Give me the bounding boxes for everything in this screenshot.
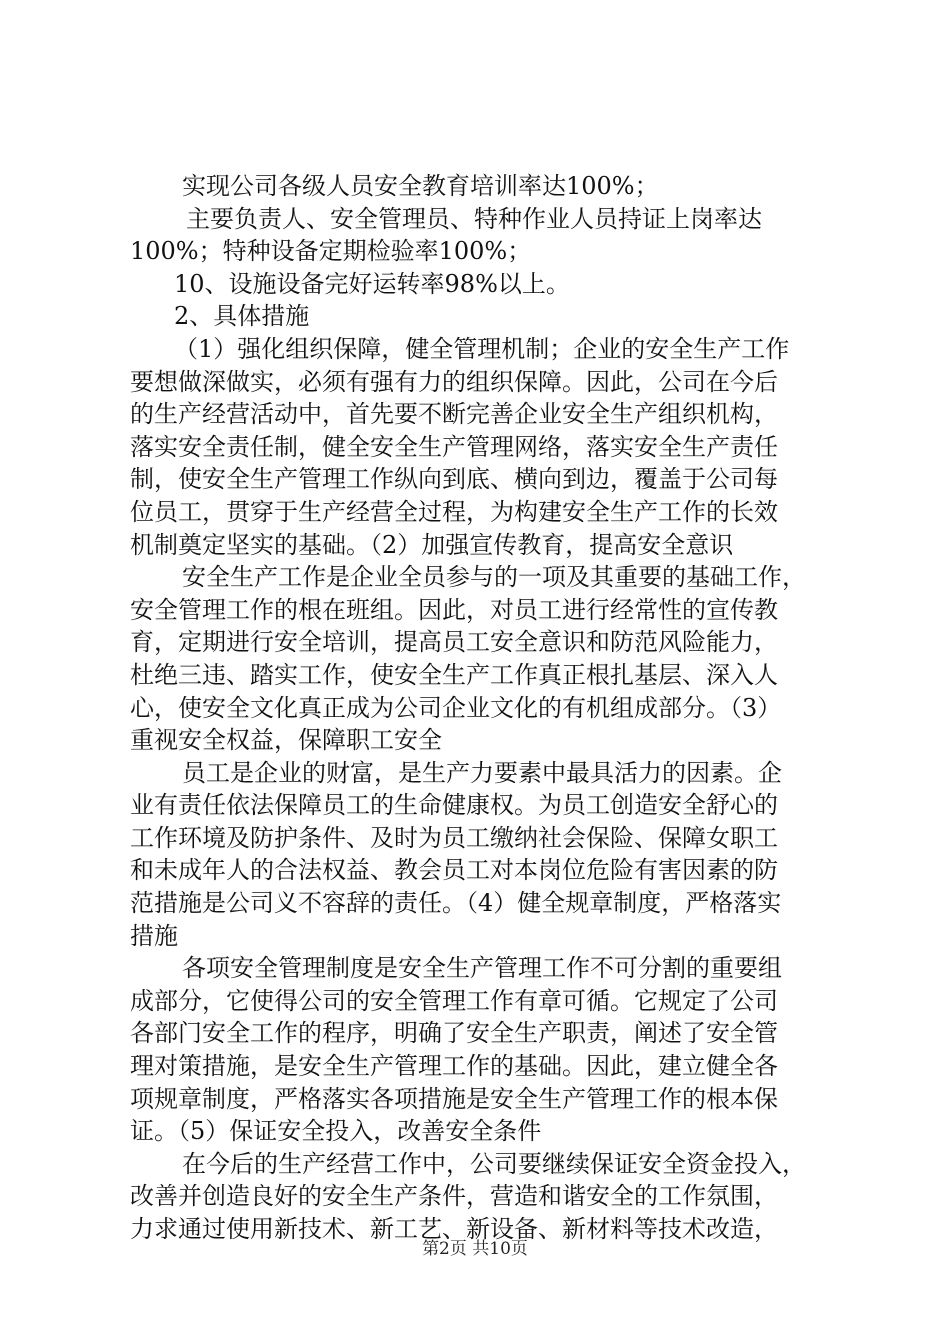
text-line: 杜绝三违、踏实工作，使安全生产工作真正根扎基层、深入人 xyxy=(130,660,778,689)
text-line: 2、具体措施 xyxy=(174,302,310,331)
text-line: 育，定期进行安全培训，提高员工安全意识和防范风险能力， xyxy=(130,628,778,657)
text-line: 项规章制度，严格落实各项措施是安全生产管理工作的根本保 xyxy=(130,1084,778,1113)
text-line: 工作环境及防护条件、及时为员工缴纳社会保险、保障女职工 xyxy=(130,823,778,852)
text-line: 各项安全管理制度是安全生产管理工作不可分割的重要组 xyxy=(182,954,782,983)
text-line: 位员工，贯穿于生产经营全过程，为构建安全生产工作的长效 xyxy=(130,497,778,526)
text-line: 机制奠定坚实的基础。（2）加强宣传教育，提高安全意识 xyxy=(130,530,734,559)
text-line: 证。（5）保证安全投入，改善安全条件 xyxy=(130,1117,542,1146)
text-line: 100%；特种设备定期检验率100%； xyxy=(130,237,532,266)
text-line: 安全管理工作的根在班组。因此，对员工进行经常性的宣传教 xyxy=(130,595,778,624)
text-line: 重视安全权益，保障职工安全 xyxy=(130,726,442,755)
text-line: 心，使安全文化真正成为公司企业文化的有机组成部分。（3） xyxy=(130,693,782,722)
text-line: 和未成年人的合法权益、教会员工对本岗位危险有害因素的防 xyxy=(130,856,778,885)
page-number-footer: 第2页 共10页 xyxy=(422,1239,528,1259)
text-line: 落实安全责任制，健全安全生产管理网络，落实安全生产责任 xyxy=(130,432,778,461)
text-line: 改善并创造良好的安全生产条件，营造和谐安全的工作氛围， xyxy=(130,1182,778,1211)
text-line: 安全生产工作是企业全员参与的一项及其重要的基础工作， xyxy=(182,563,806,592)
text-line: 各部门安全工作的程序，明确了安全生产职责，阐述了安全管 xyxy=(130,1019,778,1048)
text-line: 成部分，它使得公司的安全管理工作有章可循。它规定了公司 xyxy=(130,986,778,1015)
text-line: 员工是企业的财富，是生产力要素中最具活力的因素。企 xyxy=(182,758,782,787)
text-line: 措施 xyxy=(130,921,178,950)
text-line: 10、设施设备完好运转率98%以上。 xyxy=(174,269,570,298)
text-line: 实现公司各级人员安全教育培训率达100%； xyxy=(182,172,659,200)
text-line: 主要负责人、安全管理员、特种作业人员持证上岗率达 xyxy=(186,204,762,233)
text-line: 要想做深做实，必须有强有力的组织保障。因此，公司在今后 xyxy=(130,367,778,396)
text-line: 业有责任依法保障员工的生命健康权。为员工创造安全舒心的 xyxy=(130,791,778,820)
text-line: 制，使安全生产管理工作纵向到底、横向到边，覆盖于公司每 xyxy=(130,465,778,494)
text-line: 的生产经营活动中，首先要不断完善企业安全生产组织机构， xyxy=(130,400,778,429)
text-line: 力求通过使用新技术、新工艺、新设备、新材料等技术改造， xyxy=(130,1215,778,1243)
text-line: 在今后的生产经营工作中，公司要继续保证安全资金投入， xyxy=(182,1149,806,1178)
text-line: 范措施是公司义不容辞的责任。（4）健全规章制度，严格落实 xyxy=(130,889,782,918)
document-body xyxy=(130,170,834,1246)
text-line: 理对策措施，是安全生产管理工作的基础。因此，建立健全各 xyxy=(130,1052,778,1081)
text-line: （1）强化组织保障，健全管理机制；企业的安全生产工作 xyxy=(174,334,790,363)
